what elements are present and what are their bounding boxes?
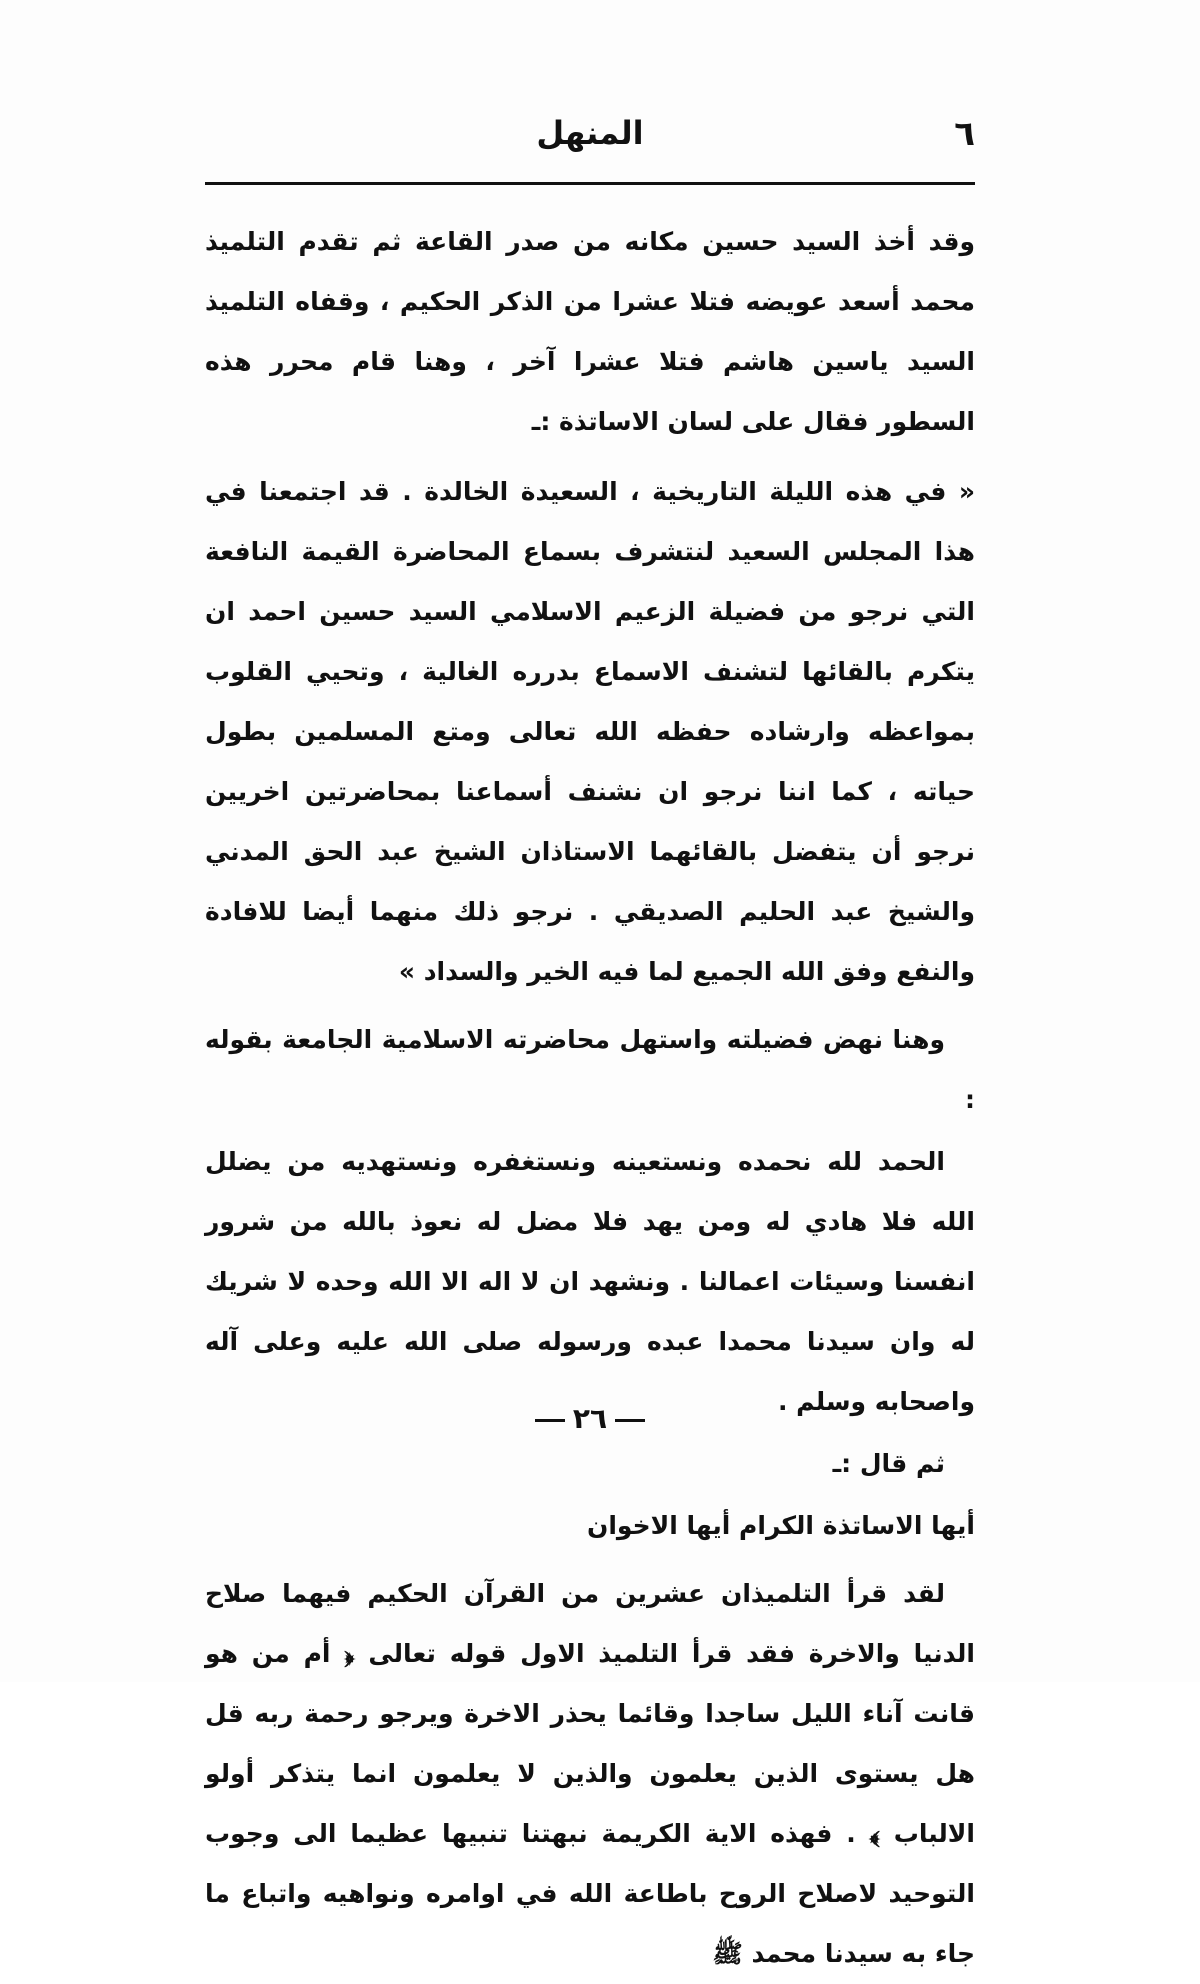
paragraph-opening-praise: الحمد لله نحمده ونستعينه ونستغفره ونستهديه من يضلل الله فلا هادي له ومن يهد فلا مضل له نعوذ بالله من شرور انفسنا وسيئات اعمالنا . ونشهد ان لا اله الا الله وحده لا شريك له وان سيدنا محمدا عبده ورسوله صلى الله عليه وعلى آله واصحابه وسلم .	[205, 1147, 975, 1416]
paragraph-speech-quote: « في هذه الليلة التاريخية ، السعيدة الخالدة . قد اجتمعنا في هذا المجلس السعيد لنتشرف بسماع المحاضرة القيمة النافعة التي نرجو من فضيلة الزعيم الاسلامي السيد حسين احمد ان يتكرم بالقائها لتشنف الاسماع بدرره الغالية ، وتحيي القلوب بمواعظه وارشاده حفظه الله تعالى ومتع المسلمين بطول حياته ، كما اننا نرجو ان نشنف أسماعنا بمحاضرتين اخريين نرجو أن يتفضل بالقائهما الاستاذان الشيخ عبد الحق المدني والشيخ عبد الحليم الصديقي . نرجو ذلك منهما أيضا للافادة والنفع وفق الله الجميع لما فيه الخير والسداد »	[205, 477, 975, 986]
body-text	[205, 212, 975, 1984]
page-footer	[205, 1402, 975, 1435]
footer-page-number: ٢٦	[572, 1402, 608, 1435]
paragraph-transition: وهنا نهض فضيلته واستهل محاضرته الاسلامية الجامعة بقوله :	[205, 1025, 975, 1114]
journal-title: المنهل	[536, 114, 644, 152]
paragraph-intro: وقد أخذ السيد حسين مكانه من صدر القاعة ثم تقدم التلميذ محمد أسعد عويضه فتلا عشرا من الذكر الحكيم ، وقفاه التلميذ السيد ياسين هاشم فتلا عشرا آخر ، وهنا قام محرر هذه السطور فقال على لسان الاساتذة :ـ	[205, 227, 975, 436]
paragraph-lecture: لقد قرأ التلميذان عشرين من القرآن الحكيم فيهما صلاح الدنيا والاخرة فقد قرأ التلميذ الاول قوله تعالى ﴿ أم من هو قانت آناء الليل ساجدا وقائما يحذر الاخرة ويرجو رحمة ربه قل هل يستوى الذين يعلمون والذين لا يعلمون انما يتذكر أولو الالباب ﴾ . فهذه الاية الكريمة نبهتنا تنبيها عظيما الى وجوب التوحيد لاصلاح الروح باطاعة الله في اوامره ونواهيه واتباع ما جاء به سيدنا محمد ﷺ	[205, 1579, 975, 1968]
paragraph-then-said: ثم قال :ـ	[832, 1449, 945, 1478]
footer-dash-right	[615, 1419, 645, 1422]
paragraph-address: أيها الاساتذة الكرام أيها الاخوان	[587, 1511, 975, 1540]
header-page-number: ٦	[954, 114, 975, 154]
header-rule	[205, 182, 975, 185]
footer-dash-left	[535, 1419, 565, 1422]
page-header	[205, 108, 975, 168]
